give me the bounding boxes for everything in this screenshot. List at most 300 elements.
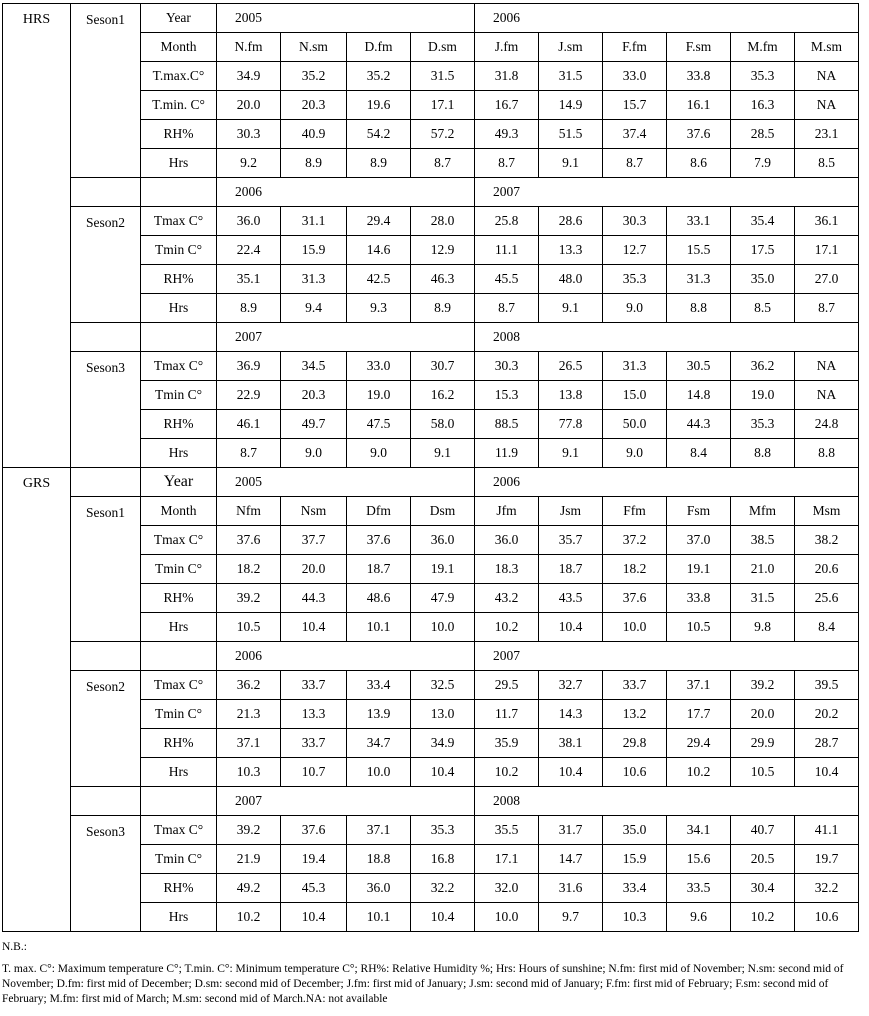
value-cell: 33.7 (281, 671, 347, 700)
value-cell: 8.5 (795, 149, 859, 178)
value-cell: 9.1 (411, 439, 475, 468)
value-cell: 10.4 (539, 613, 603, 642)
value-cell: 37.6 (667, 120, 731, 149)
value-cell: 33.1 (667, 207, 731, 236)
value-cell: 20.3 (281, 381, 347, 410)
year-cell: 2007 (217, 787, 475, 816)
value-cell: 30.4 (731, 874, 795, 903)
value-cell: 27.0 (795, 265, 859, 294)
value-cell: 77.8 (539, 410, 603, 439)
variable-label: RH% (141, 584, 217, 613)
value-cell: 14.8 (667, 381, 731, 410)
value-cell: 8.7 (603, 149, 667, 178)
value-cell: 9.0 (281, 439, 347, 468)
value-cell: 15.5 (667, 236, 731, 265)
year-cell: 2006 (475, 4, 859, 33)
value-cell: 46.1 (217, 410, 281, 439)
value-cell: 20.0 (281, 555, 347, 584)
value-cell: 31.7 (539, 816, 603, 845)
value-cell: 8.7 (411, 149, 475, 178)
variable-label: Hrs (141, 613, 217, 642)
variable-label: T.max.C° (141, 62, 217, 91)
value-cell: 8.8 (731, 439, 795, 468)
empty-cell (141, 178, 217, 207)
value-cell: NA (795, 381, 859, 410)
month-header: N.sm (281, 33, 347, 62)
value-cell: 9.8 (731, 613, 795, 642)
variable-label: RH% (141, 874, 217, 903)
value-cell: 15.9 (281, 236, 347, 265)
value-cell: 23.1 (795, 120, 859, 149)
month-header: Ffm (603, 497, 667, 526)
value-cell: 8.4 (667, 439, 731, 468)
variable-label: T.min. C° (141, 91, 217, 120)
year-cell: 2007 (475, 178, 859, 207)
value-cell: 11.1 (475, 236, 539, 265)
variable-label: Hrs (141, 903, 217, 932)
value-cell: 9.1 (539, 439, 603, 468)
value-cell: 8.8 (667, 294, 731, 323)
value-cell: 32.2 (411, 874, 475, 903)
value-cell: 19.6 (347, 91, 411, 120)
value-cell: 35.0 (731, 265, 795, 294)
value-cell: 33.7 (281, 729, 347, 758)
value-cell: 33.4 (347, 671, 411, 700)
value-cell: 30.7 (411, 352, 475, 381)
value-cell: 38.2 (795, 526, 859, 555)
value-cell: 36.2 (731, 352, 795, 381)
month-header: Nfm (217, 497, 281, 526)
variable-label: RH% (141, 729, 217, 758)
value-cell: 31.6 (539, 874, 603, 903)
value-cell: 35.5 (475, 816, 539, 845)
value-cell: 31.5 (539, 62, 603, 91)
value-cell: 19.0 (347, 381, 411, 410)
value-cell: 15.3 (475, 381, 539, 410)
value-cell: 39.2 (217, 816, 281, 845)
value-cell: 35.9 (475, 729, 539, 758)
variable-label: Hrs (141, 439, 217, 468)
value-cell: 38.1 (539, 729, 603, 758)
value-cell: 30.3 (217, 120, 281, 149)
value-cell: 7.9 (731, 149, 795, 178)
value-cell: 14.9 (539, 91, 603, 120)
value-cell: 16.2 (411, 381, 475, 410)
variable-label: Tmax C° (141, 207, 217, 236)
value-cell: 41.1 (795, 816, 859, 845)
value-cell: 10.1 (347, 903, 411, 932)
weather-data-table (2, 3, 859, 932)
value-cell: 20.6 (795, 555, 859, 584)
month-header: F.fm (603, 33, 667, 62)
value-cell: 29.5 (475, 671, 539, 700)
footnotes (2, 940, 868, 1007)
value-cell: 37.6 (603, 584, 667, 613)
value-cell: 13.0 (411, 700, 475, 729)
empty-cell (71, 468, 141, 497)
value-cell: 15.7 (603, 91, 667, 120)
value-cell: 31.3 (281, 265, 347, 294)
value-cell: 36.1 (795, 207, 859, 236)
year-label: Year (141, 4, 217, 33)
value-cell: 50.0 (603, 410, 667, 439)
value-cell: 24.8 (795, 410, 859, 439)
value-cell: 20.0 (731, 700, 795, 729)
value-cell: 10.4 (281, 903, 347, 932)
value-cell: 10.4 (411, 903, 475, 932)
value-cell: 18.7 (347, 555, 411, 584)
value-cell: 19.1 (411, 555, 475, 584)
value-cell: 8.9 (281, 149, 347, 178)
season-label: Seson2 (71, 671, 141, 787)
table-row (3, 642, 859, 671)
value-cell: 19.4 (281, 845, 347, 874)
table-row (3, 352, 859, 381)
value-cell: 30.3 (475, 352, 539, 381)
value-cell: 33.5 (667, 874, 731, 903)
value-cell: 35.1 (217, 265, 281, 294)
value-cell: 29.9 (731, 729, 795, 758)
value-cell: 39.2 (217, 584, 281, 613)
value-cell: 32.0 (475, 874, 539, 903)
empty-cell (71, 642, 141, 671)
value-cell: 8.9 (217, 294, 281, 323)
month-header: Dfm (347, 497, 411, 526)
value-cell: 8.6 (667, 149, 731, 178)
value-cell: 16.7 (475, 91, 539, 120)
value-cell: 35.2 (281, 62, 347, 91)
value-cell: 31.5 (731, 584, 795, 613)
value-cell: 28.0 (411, 207, 475, 236)
value-cell: 40.9 (281, 120, 347, 149)
value-cell: 12.7 (603, 236, 667, 265)
value-cell: 34.7 (347, 729, 411, 758)
value-cell: 29.4 (347, 207, 411, 236)
month-header: Dsm (411, 497, 475, 526)
variable-label: RH% (141, 120, 217, 149)
value-cell: 9.1 (539, 149, 603, 178)
month-header: Jsm (539, 497, 603, 526)
table-row (3, 178, 859, 207)
month-header: Jfm (475, 497, 539, 526)
empty-cell (71, 323, 141, 352)
month-label: Month (141, 33, 217, 62)
value-cell: 8.7 (475, 149, 539, 178)
year-cell: 2005 (217, 468, 475, 497)
table-row (3, 787, 859, 816)
value-cell: 28.7 (795, 729, 859, 758)
value-cell: 31.1 (281, 207, 347, 236)
season-label: Seson1 (71, 497, 141, 642)
value-cell: 10.6 (795, 903, 859, 932)
value-cell: 37.7 (281, 526, 347, 555)
value-cell: NA (795, 91, 859, 120)
value-cell: 18.3 (475, 555, 539, 584)
year-cell: 2005 (217, 4, 475, 33)
variable-label: RH% (141, 265, 217, 294)
value-cell: 10.0 (411, 613, 475, 642)
variable-label: Tmax C° (141, 526, 217, 555)
value-cell: 14.3 (539, 700, 603, 729)
value-cell: 10.4 (281, 613, 347, 642)
year-cell: 2006 (217, 178, 475, 207)
value-cell: 35.3 (603, 265, 667, 294)
table-row (3, 4, 859, 33)
table-row (3, 468, 859, 497)
season-label: Seson3 (71, 816, 141, 932)
value-cell: 13.8 (539, 381, 603, 410)
value-cell: 57.2 (411, 120, 475, 149)
value-cell: 19.1 (667, 555, 731, 584)
variable-label: Hrs (141, 758, 217, 787)
value-cell: 34.5 (281, 352, 347, 381)
value-cell: 35.7 (539, 526, 603, 555)
variable-label: Tmin C° (141, 845, 217, 874)
value-cell: NA (795, 62, 859, 91)
value-cell: 58.0 (411, 410, 475, 439)
year-cell: 2008 (475, 787, 859, 816)
value-cell: 9.0 (603, 294, 667, 323)
table-row (3, 323, 859, 352)
value-cell: 10.5 (217, 613, 281, 642)
year-cell: 2007 (217, 323, 475, 352)
value-cell: 13.9 (347, 700, 411, 729)
value-cell: 15.6 (667, 845, 731, 874)
value-cell: 43.2 (475, 584, 539, 613)
value-cell: 35.3 (731, 410, 795, 439)
value-cell: 10.7 (281, 758, 347, 787)
value-cell: 10.2 (667, 758, 731, 787)
month-header: J.fm (475, 33, 539, 62)
value-cell: 10.1 (347, 613, 411, 642)
value-cell: 36.2 (217, 671, 281, 700)
value-cell: 8.7 (795, 294, 859, 323)
table-row (3, 671, 859, 700)
value-cell: 10.5 (731, 758, 795, 787)
value-cell: 8.9 (347, 149, 411, 178)
value-cell: 44.3 (281, 584, 347, 613)
value-cell: 8.9 (411, 294, 475, 323)
value-cell: 43.5 (539, 584, 603, 613)
month-label: Month (141, 497, 217, 526)
empty-cell (71, 178, 141, 207)
value-cell: 37.6 (281, 816, 347, 845)
value-cell: 18.7 (539, 555, 603, 584)
variable-label: Hrs (141, 149, 217, 178)
variable-label: Tmax C° (141, 816, 217, 845)
year-cell: 2007 (475, 642, 859, 671)
month-header: F.sm (667, 33, 731, 62)
value-cell: 14.7 (539, 845, 603, 874)
year-label: Year (141, 468, 217, 497)
value-cell: 16.3 (731, 91, 795, 120)
value-cell: 25.6 (795, 584, 859, 613)
notes-text: T. max. C°: Maximum temperature C°; T.min. C°: Minimum temperature C°; RH%: Relative Humidity %; Hrs: Hours of sunshine; N.fm: first mid of November; N.sm: second mid of November; D.fm: first mid of December; D.sm: second mid of December; J.fm: first mid of January; J.sm: second mid of January; F.fm: first mid of February; F.sm: second mid of February; M.fm: first mid of March; M.sm: second mid of March.NA: not available (2, 963, 844, 1005)
value-cell: 22.4 (217, 236, 281, 265)
value-cell: 31.5 (411, 62, 475, 91)
value-cell: 29.8 (603, 729, 667, 758)
month-header: Msm (795, 497, 859, 526)
value-cell: 33.0 (603, 62, 667, 91)
value-cell: 35.2 (347, 62, 411, 91)
value-cell: 33.8 (667, 584, 731, 613)
value-cell: 17.1 (475, 845, 539, 874)
month-header: Fsm (667, 497, 731, 526)
value-cell: 34.9 (411, 729, 475, 758)
value-cell: 42.5 (347, 265, 411, 294)
variable-label: Tmax C° (141, 671, 217, 700)
value-cell: 45.5 (475, 265, 539, 294)
value-cell: 37.4 (603, 120, 667, 149)
table-row (3, 816, 859, 845)
table-row (3, 497, 859, 526)
value-cell: 10.0 (475, 903, 539, 932)
site-label: HRS (3, 4, 71, 468)
value-cell: 10.2 (475, 758, 539, 787)
empty-cell (141, 787, 217, 816)
year-cell: 2008 (475, 323, 859, 352)
value-cell: 17.7 (667, 700, 731, 729)
value-cell: 10.5 (667, 613, 731, 642)
value-cell: 16.8 (411, 845, 475, 874)
value-cell: 19.7 (795, 845, 859, 874)
value-cell: 44.3 (667, 410, 731, 439)
value-cell: 39.5 (795, 671, 859, 700)
value-cell: 45.3 (281, 874, 347, 903)
value-cell: 11.9 (475, 439, 539, 468)
value-cell: 29.4 (667, 729, 731, 758)
value-cell: 10.2 (475, 613, 539, 642)
value-cell: 32.2 (795, 874, 859, 903)
variable-label: Tmin C° (141, 555, 217, 584)
value-cell: 9.3 (347, 294, 411, 323)
site-label: GRS (3, 468, 71, 932)
value-cell: 33.0 (347, 352, 411, 381)
value-cell: 32.7 (539, 671, 603, 700)
value-cell: 8.7 (217, 439, 281, 468)
value-cell: 19.0 (731, 381, 795, 410)
value-cell: 9.6 (667, 903, 731, 932)
variable-label: Tmin C° (141, 700, 217, 729)
value-cell: 17.1 (411, 91, 475, 120)
value-cell: 13.2 (603, 700, 667, 729)
value-cell: 54.2 (347, 120, 411, 149)
value-cell: 15.0 (603, 381, 667, 410)
value-cell: 9.2 (217, 149, 281, 178)
value-cell: 8.8 (795, 439, 859, 468)
value-cell: 8.5 (731, 294, 795, 323)
variable-label: Tmax C° (141, 352, 217, 381)
value-cell: 20.3 (281, 91, 347, 120)
value-cell: 10.4 (411, 758, 475, 787)
value-cell: 37.1 (217, 729, 281, 758)
value-cell: 17.5 (731, 236, 795, 265)
value-cell: 31.8 (475, 62, 539, 91)
season-label: Seson1 (71, 4, 141, 178)
value-cell: 21.9 (217, 845, 281, 874)
value-cell: 21.0 (731, 555, 795, 584)
value-cell: 9.1 (539, 294, 603, 323)
value-cell: 37.1 (347, 816, 411, 845)
value-cell: 51.5 (539, 120, 603, 149)
value-cell: 48.0 (539, 265, 603, 294)
value-cell: 22.9 (217, 381, 281, 410)
value-cell: 46.3 (411, 265, 475, 294)
value-cell: 34.1 (667, 816, 731, 845)
value-cell: 47.5 (347, 410, 411, 439)
value-cell: 37.6 (217, 526, 281, 555)
value-cell: 33.7 (603, 671, 667, 700)
value-cell: 18.2 (603, 555, 667, 584)
value-cell: 28.6 (539, 207, 603, 236)
value-cell: 8.7 (475, 294, 539, 323)
value-cell: 25.8 (475, 207, 539, 236)
value-cell: 34.9 (217, 62, 281, 91)
value-cell: 10.6 (603, 758, 667, 787)
value-cell: 88.5 (475, 410, 539, 439)
value-cell: 28.5 (731, 120, 795, 149)
empty-cell (71, 787, 141, 816)
value-cell: 13.3 (281, 700, 347, 729)
value-cell: 10.0 (603, 613, 667, 642)
value-cell: 32.5 (411, 671, 475, 700)
value-cell: 15.9 (603, 845, 667, 874)
value-cell: 36.0 (411, 526, 475, 555)
value-cell: 9.7 (539, 903, 603, 932)
value-cell: 31.3 (603, 352, 667, 381)
table-row (3, 207, 859, 236)
value-cell: 35.4 (731, 207, 795, 236)
value-cell: 18.2 (217, 555, 281, 584)
value-cell: 49.3 (475, 120, 539, 149)
value-cell: 30.5 (667, 352, 731, 381)
value-cell: 39.2 (731, 671, 795, 700)
variable-label: Hrs (141, 294, 217, 323)
variable-label: Tmin C° (141, 381, 217, 410)
value-cell: 17.1 (795, 236, 859, 265)
value-cell: 10.2 (731, 903, 795, 932)
empty-cell (141, 642, 217, 671)
value-cell: 37.6 (347, 526, 411, 555)
value-cell: 10.0 (347, 758, 411, 787)
value-cell: 18.8 (347, 845, 411, 874)
value-cell: 33.8 (667, 62, 731, 91)
season-label: Seson3 (71, 352, 141, 468)
value-cell: 49.2 (217, 874, 281, 903)
value-cell: 10.3 (603, 903, 667, 932)
month-header: J.sm (539, 33, 603, 62)
value-cell: 31.3 (667, 265, 731, 294)
table-body (3, 4, 859, 932)
value-cell: 21.3 (217, 700, 281, 729)
month-header: N.fm (217, 33, 281, 62)
value-cell: 37.2 (603, 526, 667, 555)
month-header: D.fm (347, 33, 411, 62)
season-label: Seson2 (71, 207, 141, 323)
value-cell: 35.0 (603, 816, 667, 845)
year-cell: 2006 (217, 642, 475, 671)
value-cell: 49.7 (281, 410, 347, 439)
value-cell: 38.5 (731, 526, 795, 555)
month-header: Mfm (731, 497, 795, 526)
value-cell: 20.2 (795, 700, 859, 729)
value-cell: 14.6 (347, 236, 411, 265)
value-cell: 9.4 (281, 294, 347, 323)
value-cell: 10.4 (539, 758, 603, 787)
value-cell: 11.7 (475, 700, 539, 729)
value-cell: 12.9 (411, 236, 475, 265)
variable-label: Tmin C° (141, 236, 217, 265)
